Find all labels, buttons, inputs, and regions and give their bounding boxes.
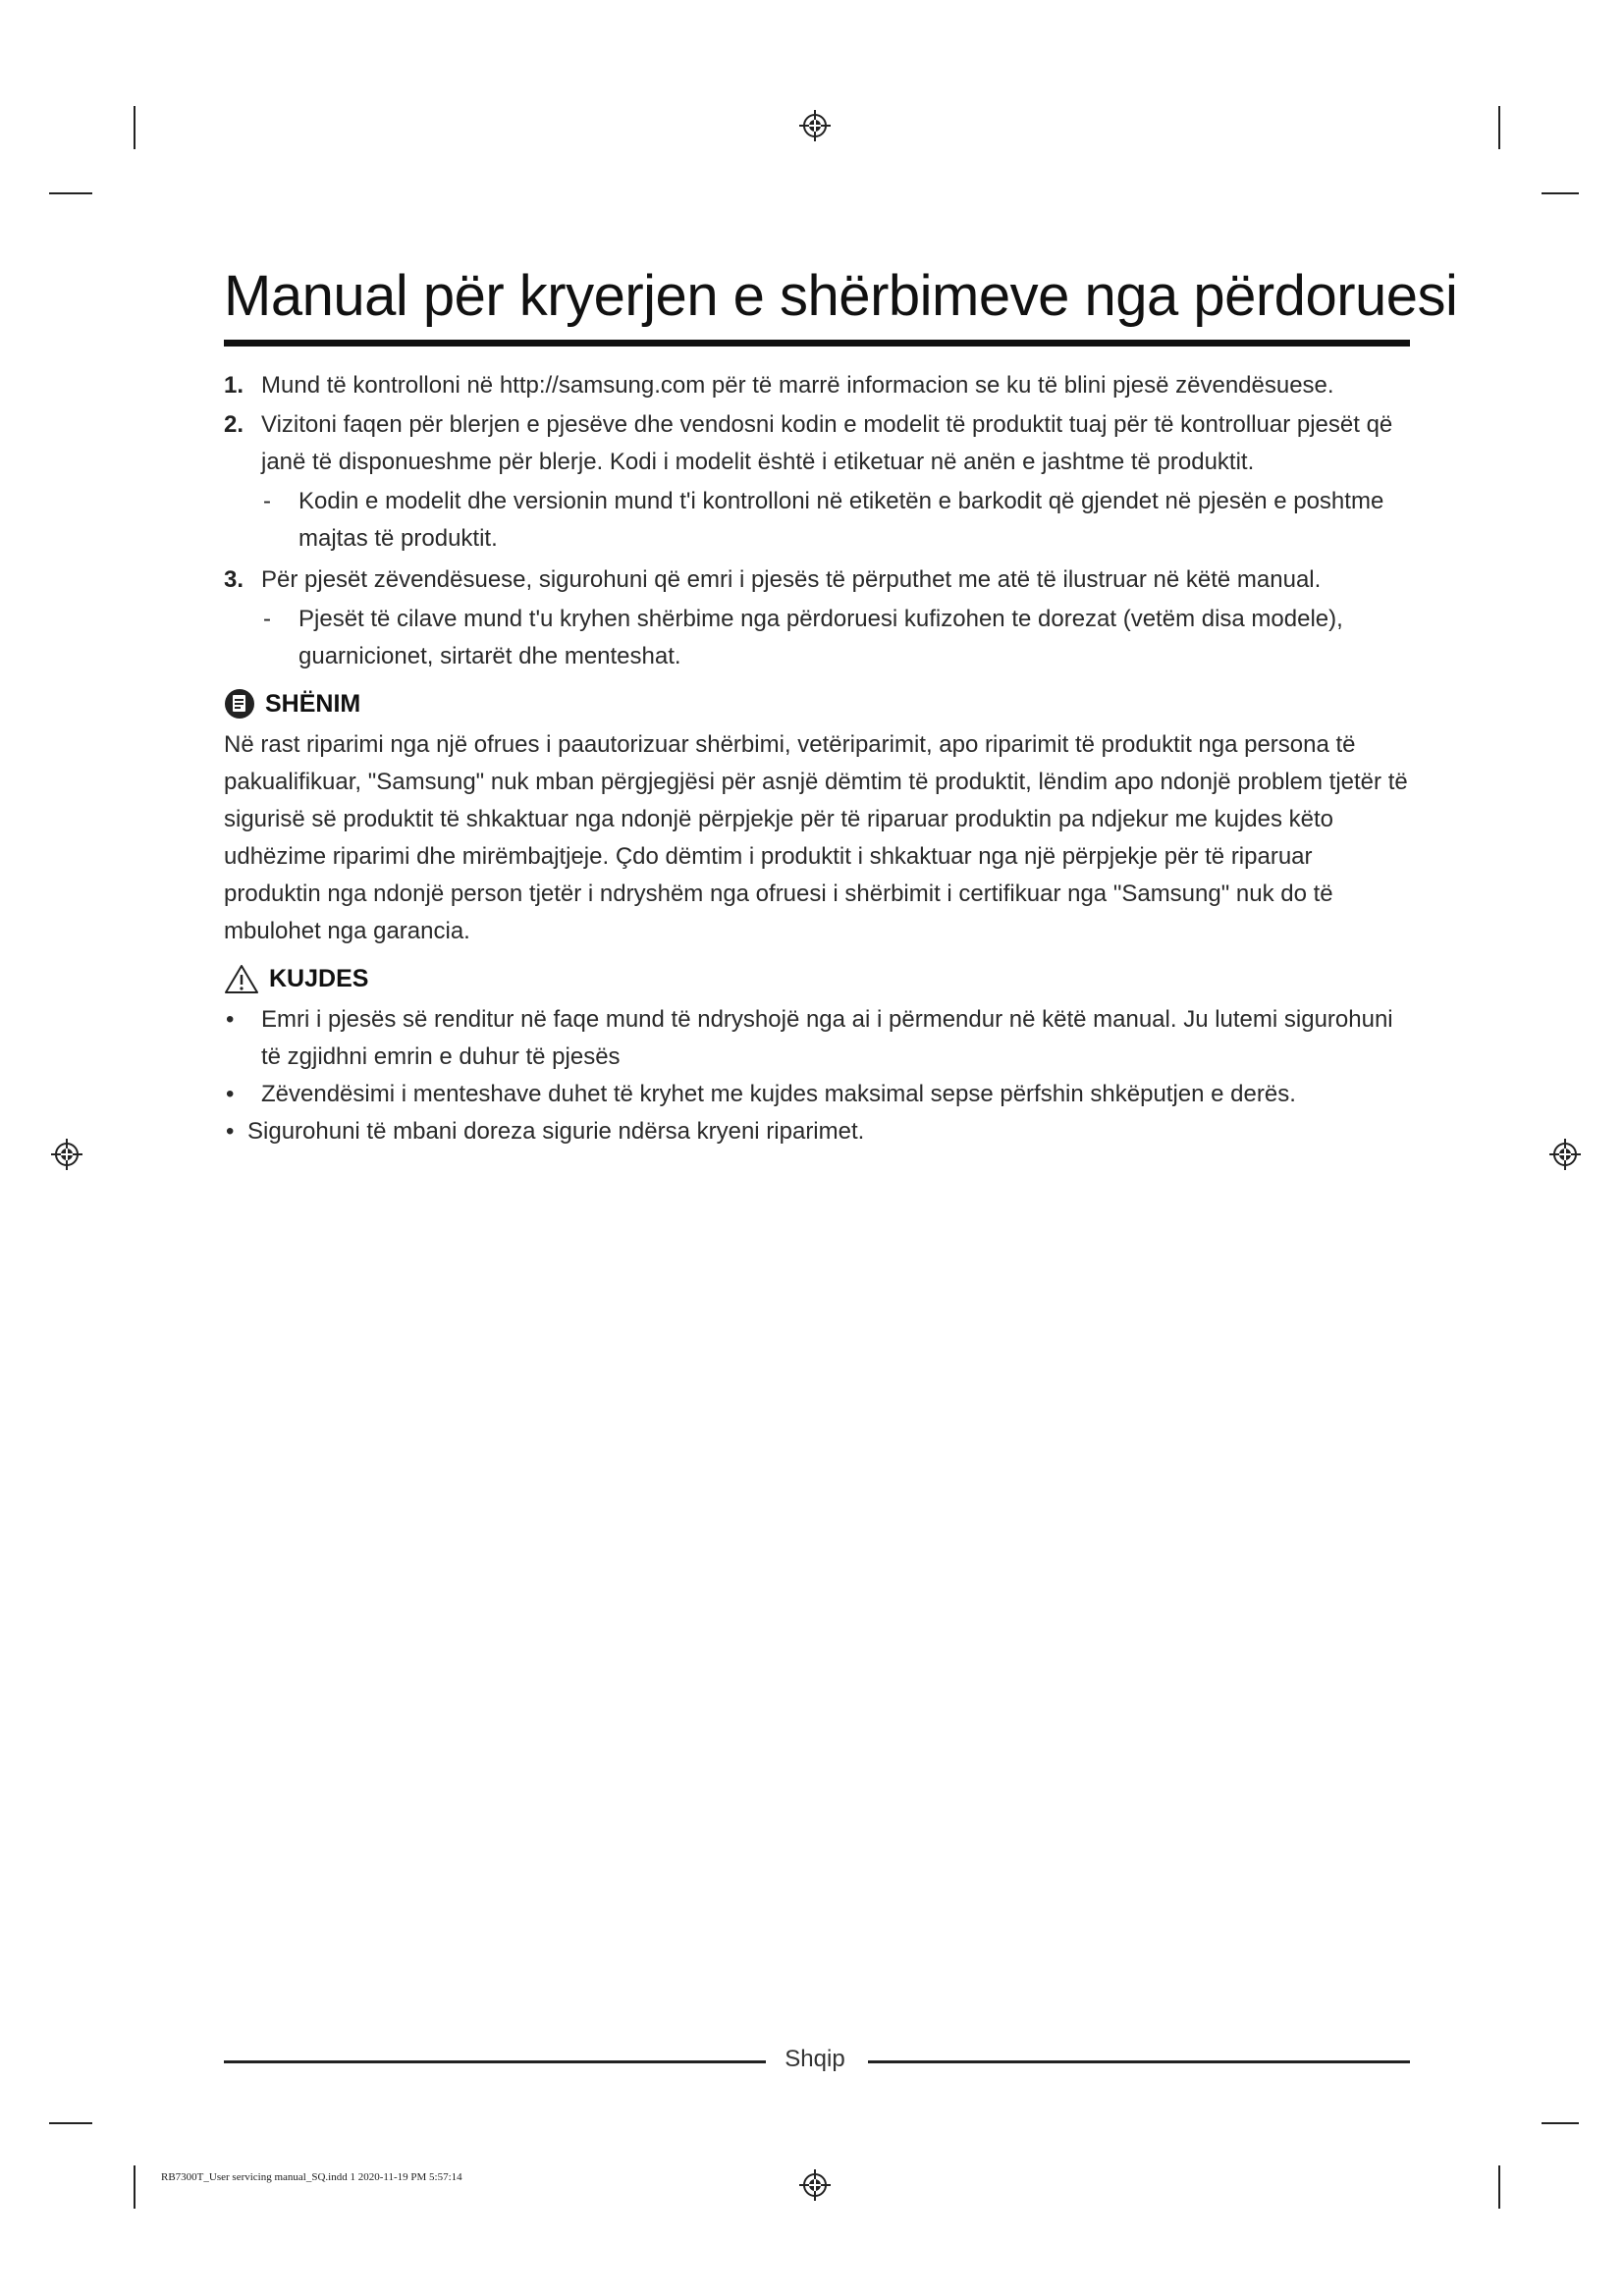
note-heading	[224, 685, 1412, 722]
bullet-marker: •	[226, 1006, 235, 1033]
crop-mark	[49, 2122, 92, 2124]
step-item	[224, 406, 1412, 481]
note-paragraph: Në rast riparimi nga një ofrues i paautorizuar shërbimi, vetëriparimit, apo riparimit të produktit nga persona të pakualifikuar, "Samsung" nuk mban përgjegjësi për asnjë dëmtim të produktit, lëndim apo ndonjë problem tjetër të sigurisë së produktit të shkaktuar nga ndonjë përpjekje për të riparuar produktin pa ndjekur me kujdes këto udhëzime riparimi dhe mirëmbajtjeje. Çdo dëmtim i produktit i shkaktuar nga një përpjekje për të riparuar produktin nga ndonjë person tjetër i ndryshëm nga ofruesi i shërbimit i certifikuar nga "Samsung" nuk do të mbulohet nga garancia.	[224, 731, 1408, 944]
crop-mark	[1498, 106, 1500, 149]
crop-mark	[134, 2165, 135, 2209]
step-number: 2.	[224, 411, 244, 438]
caution-bullet-text: Emri i pjesës së renditur në faqe mund të ndryshojë nga ai i përmendur në këtë manual. Ju lutemi sigurohuni të zgjidhni emrin e duhur të pjesës	[261, 1006, 1393, 1070]
caution-bullet	[224, 1076, 1412, 1113]
crop-mark	[49, 192, 92, 194]
registration-mark-icon	[51, 1139, 82, 1170]
caution-heading	[224, 960, 1412, 997]
bullet-marker: •	[226, 1118, 235, 1145]
bullet-marker: •	[226, 1081, 235, 1107]
registration-mark-icon	[799, 2169, 831, 2201]
page-title: Manual për kryerjen e shërbimeve nga përdoruesi	[224, 264, 1458, 328]
step-item	[224, 561, 1412, 599]
step-number: 3.	[224, 566, 244, 593]
caution-bullet	[224, 1113, 1412, 1150]
step-subitem-text: Pjesët të cilave mund t'u kryhen shërbime nga përdoruesi kufizohen te dorezat (vetëm disa modele), guarnicionet, sirtarët dhe menteshat.	[298, 606, 1343, 669]
title-underline	[224, 340, 1410, 347]
step-text: Vizitoni faqen për blerjen e pjesëve dhe vendosni kodin e modelit të produktit tuaj për të kontrolluar pjesët që janë të disponueshme për blerje. Kodi i modelit është i etiketuar në anën e jashtme të produktit.	[261, 411, 1393, 475]
footer-rule-left	[224, 2060, 766, 2063]
dash-marker: -	[263, 606, 271, 632]
caution-bullet	[224, 1001, 1412, 1076]
caution-bullet-text: Sigurohuni të mbani doreza sigurie ndërsa kryeni riparimet.	[247, 1118, 865, 1145]
warning-triangle-icon	[224, 963, 259, 994]
dash-marker: -	[263, 488, 271, 514]
step-text: Për pjesët zëvendësuese, sigurohuni që emri i pjesës të përputhet me atë të ilustruar në këtë manual.	[261, 566, 1322, 593]
footer-rule-right	[868, 2060, 1410, 2063]
crop-mark	[1542, 2122, 1579, 2124]
caution-heading-label: KUJDES	[269, 965, 369, 992]
step-subitem	[224, 601, 1412, 675]
note-heading-label: SHËNIM	[265, 690, 361, 718]
step-subitem	[224, 483, 1412, 558]
registration-mark-icon	[799, 110, 831, 141]
crop-mark	[1542, 192, 1579, 194]
print-slug: RB7300T_User servicing manual_SQ.indd 1 2020-11-19 PM 5:57:14	[161, 2171, 462, 2183]
step-number: 1.	[224, 372, 244, 399]
crop-mark	[1498, 2165, 1500, 2209]
main-content	[224, 367, 1412, 1150]
registration-mark-icon	[1549, 1139, 1581, 1170]
caution-bullet-text: Zëvendësimi i menteshave duhet të kryhet me kujdes maksimal sepse përfshin shkëputjen e derës.	[261, 1081, 1296, 1107]
note-icon	[224, 688, 255, 720]
footer-language: Shqip	[785, 2046, 845, 2072]
crop-mark	[134, 106, 135, 149]
step-item	[224, 367, 1412, 404]
step-text: Mund të kontrolloni në http://samsung.com për të marrë informacion se ku të blini pjesë zëvendësuese.	[261, 372, 1334, 399]
step-subitem-text: Kodin e modelit dhe versionin mund t'i kontrolloni në etiketën e barkodit që gjendet në pjesën e poshtme majtas të produktit.	[298, 488, 1384, 552]
